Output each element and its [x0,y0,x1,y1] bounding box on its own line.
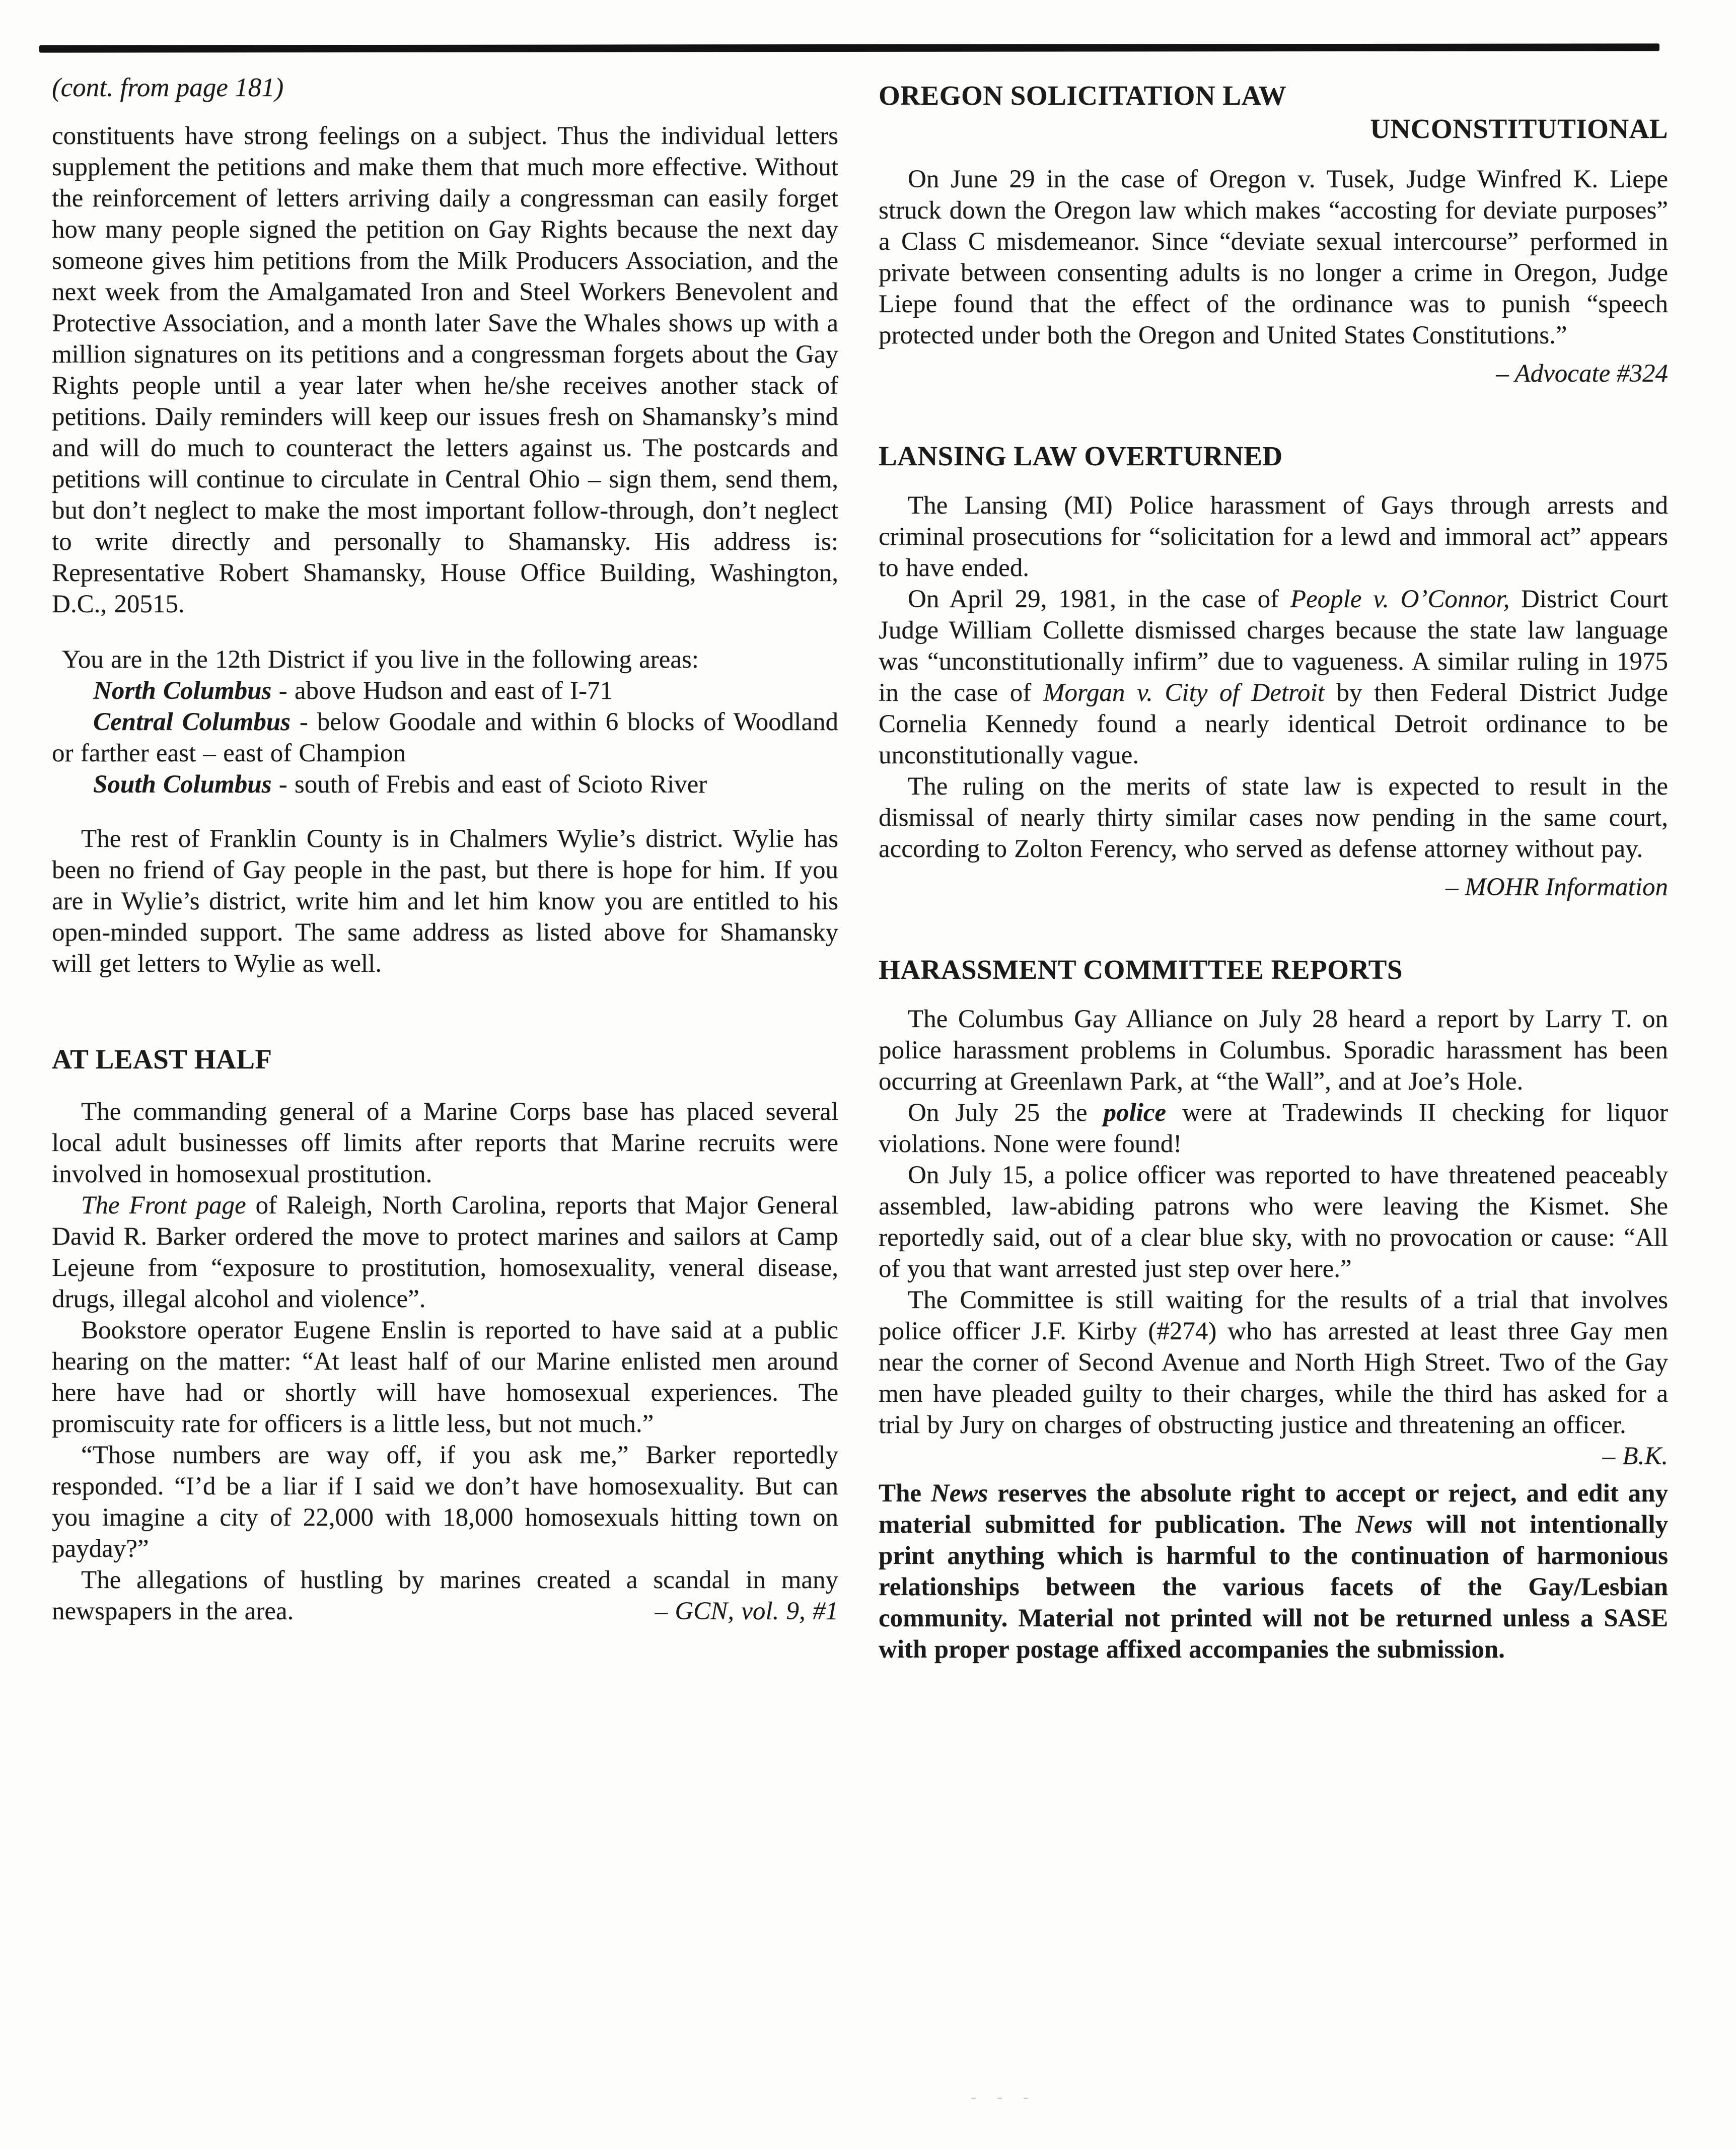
district-desc-south: - south of Frebis and east of Scioto River [271,770,707,799]
lansing-p1: The Lansing (MI) Police harassment of Gays through arrests and criminal prosecutions for “solicitation for a lewd and immoral act” appears to have ended. [879,491,1668,582]
district-item-north [52,675,838,706]
harassment-p2-post: were at Tradewinds II checking for liquor violations. None were found! [879,1099,1668,1158]
district-item-south [52,769,838,800]
harassment-p2-pre: On July 25 the [908,1099,1104,1127]
top-divider-rule [39,43,1659,52]
faded-page-number: - - - [971,2088,1037,2106]
police-emphasis: police [1103,1099,1167,1127]
district-name-north: North Columbus [93,677,272,705]
at-least-half-p1: The commanding general of a Marine Corps base has placed several local adult businesses off limits after reports that Marine recruits were involved in homosexual prostitution. [52,1098,838,1188]
advocate-attribution: – Advocate #324 [1496,360,1668,388]
case-people-v-oconnor: People v. O’Connor, [1290,585,1510,613]
lansing-p2-mid: District Court Judge William Collette dismissed charges because the state law language was “unconstitutionally infirm” due to vagueness. A similar ruling in 1975 in the case of [879,585,1668,707]
harassment-p1: The Columbus Gay Alliance on July 28 heard a report by Larry T. on police harassment problems in Columbus. Sporadic harassment has been occurring at Greenlawn Park, at “the Wall”, and at Joe’s Hole. [879,1005,1668,1096]
at-least-half-p2-rest: of Raleigh, North Carolina, reports that Major General David R. Barker ordered the move to protect marines and sailors at Camp Lejeune from “exposure to prostitution, homosexuality, veneral disease, drugs, illegal alcohol and violence”. [52,1191,838,1313]
continued-from-note: (cont. from page 181) [52,73,284,102]
district-desc-north: - above Hudson and east of I-71 [271,677,613,705]
case-morgan-v-detroit: Morgan v. City of Detroit [1043,679,1325,707]
lansing-p2-pre: On April 29, 1981, in the case of [908,585,1290,613]
notice-mid1: reserves the absolute right to accept or reject, and edit any material submitted for publication. The [879,1479,1668,1539]
wylie-paragraph: The rest of Franklin County is in Chalmers Wylie’s district. Wylie has been no friend of Gay people in the past, but there is hope for him. If you are in Wylie’s district, write him and let him know you are entitled to his open-minded support. The same address as listed above for Shamansky will get letters to Wylie as well. [52,825,838,978]
at-least-half-p4: “Those numbers are way off, if you ask me,” Barker reportedly responded. “I’d be a liar if I said we don’t have homosexuality. But can you imagine a city of 22,000 with 18,000 homosexuals hitting town on payday?” [52,1441,838,1563]
district-desc-central: - below Goodale and within 6 blocks of Woodland or farther east – east of Champion [52,708,838,767]
news-title-2: News [1355,1511,1413,1539]
bk-attribution: – B.K. [1602,1442,1668,1470]
lansing-p2 [879,584,1668,771]
frontpage-source-name: The Front page [81,1191,246,1220]
oregon-heading-line2: UNCONSTITUTIONAL [1370,113,1668,144]
oregon-heading [879,79,1668,146]
district-item-central [52,706,838,769]
lansing-p3: The ruling on the merits of state law is expected to result in the dismissal of nearly thirty similar cases now pending in the same court, according to Zolton Ferency, who served as defense attorney without pay. [879,772,1668,863]
petitions-paragraph: constituents have strong feelings on a subject. Thus the individual letters supplement the petitions and make them that much more effective. Without the reinforcement of letters arriving daily a congressman can easily forget how many people signed the petition on Gay Rights because the next day someone gives him petitions from the Milk Producers Association, and the next week from the Amalgamated Iron and Steel Workers Benevolent and Protective Association, and a month later Save the Whales shows up with a million signatures on its petitions and a congressman forgets about the Gay Rights people until a year later when he/she receives another stack of petitions. Daily reminders will keep our issues fresh on Shamansky’s mind and will do much to counteract the letters against us. The postcards and petitions will continue to circulate in Central Ohio – sign them, send them, but don’t neglect to make the most important follow-through, don’t neglect to write directly and personally to Shamansky. His address is: Representative Robert Shamansky, House Office Building, Washington, D.C., 20515. [52,122,838,618]
at-least-half-heading: AT LEAST HALF [52,1044,272,1074]
district-name-central: Central Columbus [93,708,291,736]
harassment-p3: On July 15, a police officer was reported to have threatened peaceably assembled, law-abiding patrons who were leaving the Kismet. She reportedly said, out of a clear blue sky, with no provocation or cause: “All of you that want arrested just step over here.” [879,1161,1668,1283]
left-column [52,52,838,1627]
lansing-heading: LANSING LAW OVERTURNED [879,441,1283,471]
harassment-p4 [879,1284,1668,1470]
harassment-p2 [879,1097,1668,1160]
harassment-heading: HARASSMENT COMMITTEE REPORTS [879,954,1403,985]
right-column [879,52,1668,1665]
notice-pre: The [879,1479,931,1508]
oregon-paragraph: On June 29 in the case of Oregon v. Tusek, Judge Winfred K. Liepe struck down the Oregon law which makes “accosting for deviate purposes” a Class C misdemeanor. Since “deviate sexual intercourse” performed in private between consenting adults is no longer a crime in Oregon, Judge Liepe found that the effect of the ordinance was to punish “speech protected under both the Oregon and United States Constitutions.” [879,165,1668,349]
harassment-p4-text: The Committee is still waiting for the results of a trial that involves police officer J.F. Kirby (#274) who has arrested at least three Gay men near the corner of Second Avenue and North High Street. Two of the Gay men have pleaded guilty to their charges, while the third has asked for a trial by Jury on charges of obstructing justice and threatening an officer. [879,1286,1668,1439]
at-least-half-p5-text: The allegations of hustling by marines created a scandal in many newspapers in the area. [52,1566,838,1625]
oregon-heading-line1: OREGON SOLICITATION LAW [879,80,1287,111]
news-title-1: News [930,1479,988,1508]
mohr-attribution: – MOHR Information [1445,873,1668,901]
district-name-south: South Columbus [93,770,272,799]
lansing-p2-post: by then Federal District Judge Cornelia Kennedy found a nearly identical Detroit ordinance to be unconstitutionally vague. [879,679,1668,769]
gcn-attribution: – GCN, vol. 9, #1 [655,1597,838,1625]
editorial-notice [879,1478,1668,1665]
notice-mid2: will not intentionally print anything which is harmful to the continuation of harmonious relationships between the various facets of the Gay/Lesbian community. Material not printed will not be returned unless a SASE with proper postage affixed accompanies the submission. [879,1511,1669,1664]
at-least-half-p3: Bookstore operator Eugene Enslin is reported to have said at a public hearing on the matter: “At least half of our Marine enlisted men around here have had or shortly will have homosexual experiences. The promiscuity rate for officers is a little less, but not much.” [52,1316,838,1438]
two-column-layout [52,52,1668,1665]
at-least-half-p2 [52,1190,838,1315]
district-intro-paragraph: You are in the 12th District if you live in the following areas: [62,646,699,674]
at-least-half-p5 [52,1564,838,1627]
